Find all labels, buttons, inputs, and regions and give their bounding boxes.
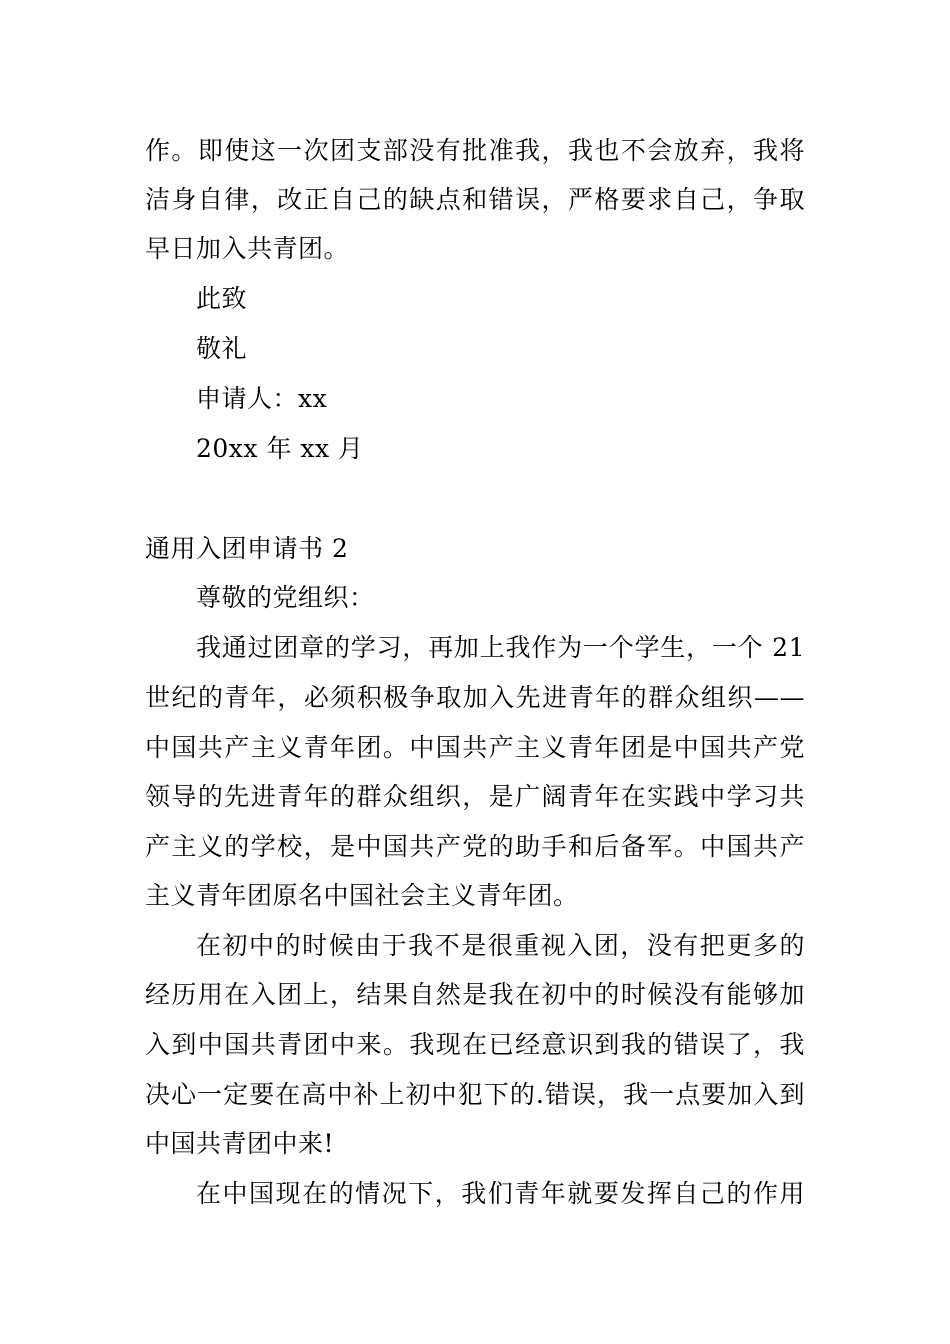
- signature: 申请人：xx: [196, 384, 328, 413]
- section-heading: 通用入团申请书 2: [145, 534, 349, 563]
- paragraph-line: 决心一定要在高中补上初中犯下的.错误，我一点要加入到: [145, 1080, 805, 1109]
- paragraph-line: 入到中国共青团中来。我现在已经意识到我的错误了，我: [145, 1030, 805, 1059]
- closing-jing-li: 敬礼: [196, 334, 248, 363]
- paragraph-line: 领导的先进青年的群众组织，是广阔青年在实践中学习共: [145, 782, 805, 811]
- closing-ci-zhi: 此致: [196, 284, 248, 313]
- paragraph-line: 早日加入共青团。: [145, 234, 350, 263]
- paragraph-line: 在中国现在的情况下，我们青年就要发挥自己的作用: [196, 1179, 805, 1208]
- paragraph-line: 在初中的时候由于我不是很重视入团，没有把更多的: [196, 931, 805, 960]
- paragraph-line: 产主义的学校，是中国共产党的助手和后备军。中国共产: [145, 832, 805, 861]
- paragraph-line: 作。即使这一次团支部没有批准我，我也不会放弃，我将: [145, 136, 805, 165]
- paragraph-line: 经历用在入团上，结果自然是我在初中的时候没有能够加: [145, 980, 805, 1009]
- paragraph-line: 中国共产主义青年团。中国共产主义青年团是中国共产党: [145, 733, 805, 762]
- salutation: 尊敬的党组织：: [196, 583, 375, 612]
- paragraph-line: 中国共青团中来!: [145, 1129, 335, 1158]
- date: 20xx 年 xx 月: [196, 434, 364, 463]
- paragraph-line: 主义青年团原名中国社会主义青年团。: [145, 881, 579, 910]
- paragraph-line: 洁身自律，改正自己的缺点和错误，严格要求自己，争取: [145, 185, 805, 214]
- paragraph-line: 世纪的青年，必须积极争取加入先进青年的群众组织——: [145, 683, 805, 712]
- paragraph-line: 我通过团章的学习，再加上我作为一个学生，一个 21: [196, 633, 805, 662]
